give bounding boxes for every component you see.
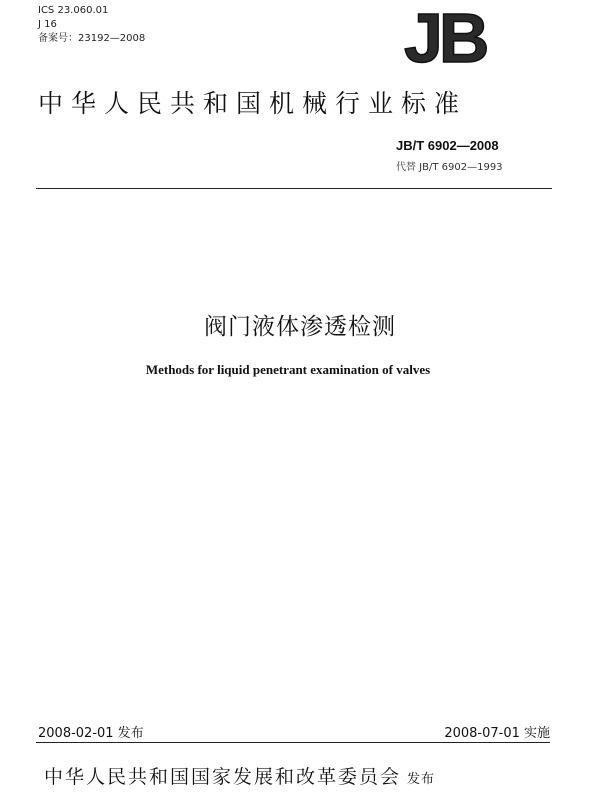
- standard-category-title: 中华人民共和国机械行业标准: [38, 89, 468, 118]
- ics-code: ICS 23.060.01: [38, 5, 109, 16]
- filing-number: 备案号：23192—2008: [38, 33, 146, 44]
- jb-logo: [402, 2, 524, 68]
- publisher: [44, 762, 435, 789]
- document-title: 阀门液体渗透检测: [204, 314, 396, 340]
- implementation-date: 2008-07-01 实施: [444, 726, 550, 741]
- issue-date: 2008-02-01 发布: [38, 726, 144, 741]
- publisher-name: 中华人民共和国国家发展和改革委员会: [44, 766, 402, 788]
- footer-divider: [36, 742, 550, 743]
- standard-code: JB/T 6902—2008: [396, 138, 499, 153]
- classification-code: J 16: [38, 19, 57, 30]
- header-divider: [36, 188, 552, 189]
- document-subtitle: Methods for liquid penetrant examination of valves: [145, 362, 431, 377]
- header-meta: [38, 4, 145, 46]
- jb-logo-text: JB: [404, 2, 486, 68]
- replaced-standard: 代替 JB/T 6902—1993: [396, 162, 503, 173]
- publisher-suffix: 发布: [407, 772, 436, 787]
